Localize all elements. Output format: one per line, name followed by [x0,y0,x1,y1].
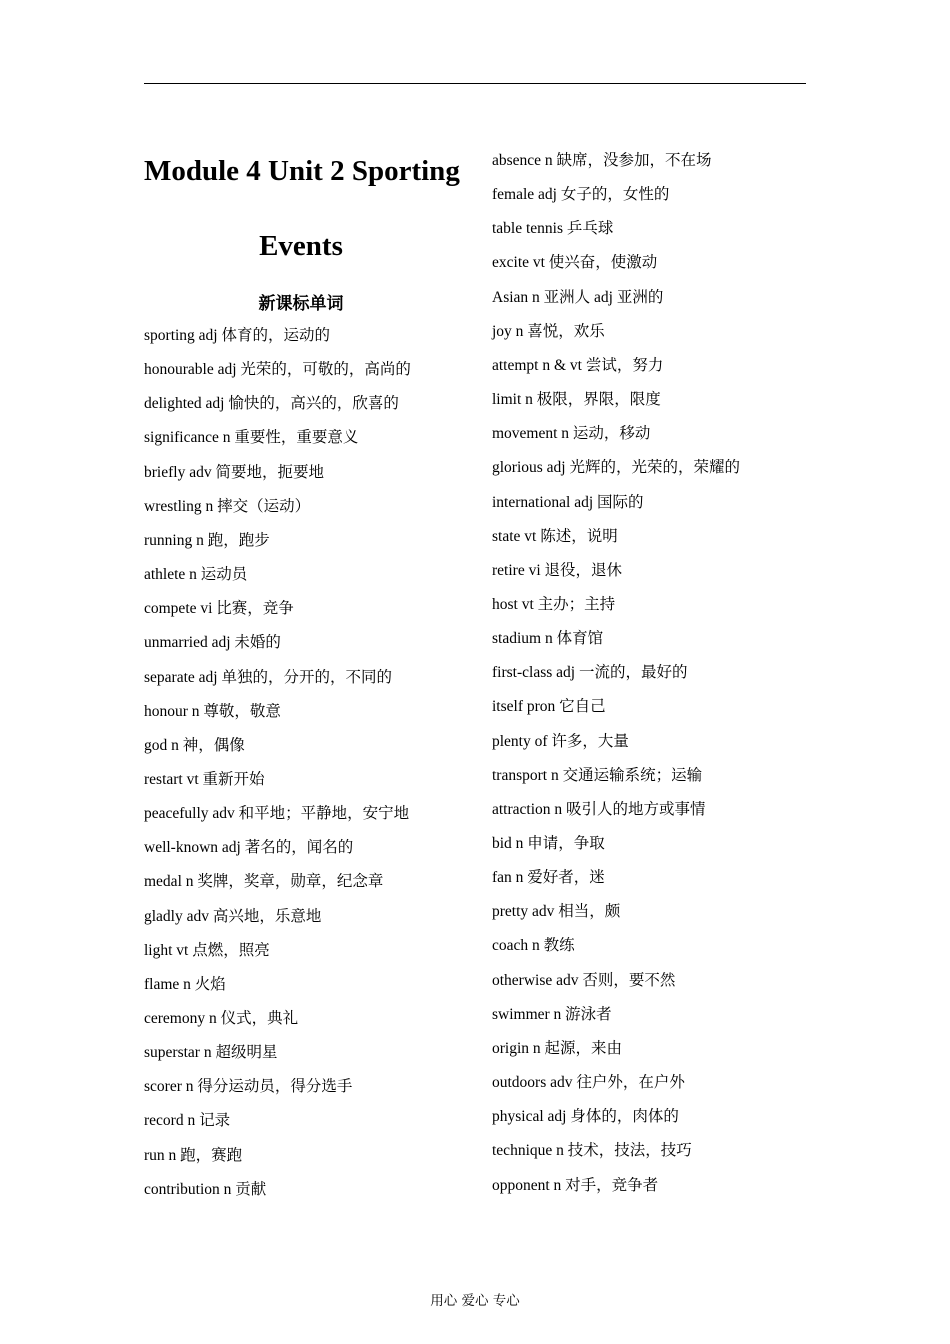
vocab-entry: coach n 教练 [492,937,575,955]
vocab-entry: athlete n 运动员 [144,566,248,584]
vocab-entry: restart vt 重新开始 [144,770,265,788]
page-title-line-1: Module 4 Unit 2 Sporting [144,155,460,187]
vocab-entry: excite vt 使兴奋，使激动 [492,254,658,272]
vocab-entry: honour n 尊敬，敬意 [144,702,281,720]
vocab-entry: retire vi 退役，退休 [492,561,623,579]
vocab-entry: opponent n 对手，竞争者 [492,1176,659,1194]
vocab-entry: fan n 爱好者，迷 [492,869,605,887]
section-subtitle: 新课标单词 [258,294,344,314]
vocab-entry: wrestling n 摔交（运动） [144,497,311,515]
vocab-entry: running n 跑，跑步 [144,531,270,549]
vocab-entry: origin n 起源，来由 [492,1039,623,1057]
vocab-entry: ceremony n 仪式，典礼 [144,1010,299,1027]
vocab-entry: technique n 技术，技法，技巧 [492,1142,692,1160]
vocab-entry: joy n 喜悦，欢乐 [492,322,605,340]
vocab-entry: light vt 点燃，照亮 [144,941,270,959]
vocab-entry: plenty of 许多，大量 [492,732,629,750]
vocab-entry: peacefully adv 和平地；平静地，安宁地 [144,805,410,823]
top-horizontal-rule [144,83,806,84]
vocab-entry: absence n 缺席，没参加，不在场 [492,152,712,169]
vocab-entry: honourable adj 光荣的，可敬的，高尚的 [144,361,411,379]
vocab-entry: stadium n 体育馆 [492,630,604,648]
vocab-entry: female adj 女子的，女性的 [492,186,670,204]
vocab-entry: sporting adj 体育的，运动的 [144,327,330,344]
vocab-entry: separate adj 单独的，分开的，不同的 [144,668,392,686]
vocab-entry: movement n 运动，移动 [492,425,651,443]
vocab-entry: international adj 国际的 [492,493,644,511]
vocab-entry: glorious adj 光辉的，光荣的，荣耀的 [492,459,740,477]
vocab-entry: host vt 主办；主持 [492,595,616,613]
vocab-entry: bid n 申请，争取 [492,835,605,852]
vocab-entry: briefly adv 简要地，扼要地 [144,463,324,481]
vocab-entry: contribution n 贡献 [144,1180,267,1198]
vocab-entry: Asian n 亚洲人 adj 亚洲的 [492,288,664,306]
vocab-entry: swimmer n 游泳者 [492,1005,612,1023]
vocab-entry: scorer n 得分运动员，得分选手 [144,1078,353,1096]
vocab-entry: attempt n & vt 尝试，努力 [492,356,664,374]
vocab-entry: run n 跑，赛跑 [144,1146,243,1164]
vocab-entry: medal n 奖牌，奖章，勋章，纪念章 [144,873,384,891]
vocab-entry: flame n 火焰 [144,975,226,993]
vocab-entry: well-known adj 著名的，闻名的 [144,839,354,857]
vocab-entry: state vt 陈述，说明 [492,527,618,545]
vocab-entry: delighted adj 愉快的，高兴的，欣喜的 [144,395,399,413]
vocab-entry: gladly adv 高兴地，乐意地 [144,907,322,925]
vocab-entry: table tennis 乒乓球 [492,220,614,238]
vocab-entry: record n 记录 [144,1112,231,1130]
vocab-entry: transport n 交通运输系统；运输 [492,766,703,784]
vocab-entry: compete vi 比赛，竞争 [144,600,294,618]
vocab-entry: attraction n 吸引人的地方或事情 [492,800,706,818]
vocab-entry: limit n 极限，界限，限度 [492,391,661,409]
vocab-entry: physical adj 身体的，肉体的 [492,1108,679,1126]
vocab-entry: itself pron 它自己 [492,698,606,716]
vocab-entry: significance n 重要性，重要意义 [144,429,359,447]
vocab-entry: pretty adv 相当，颇 [492,903,621,921]
vocab-entry: superstar n 超级明星 [144,1044,278,1062]
vocab-entry: first-class adj 一流的，最好的 [492,664,688,682]
vocab-entry: unmarried adj 未婚的 [144,634,281,652]
vocab-entry: otherwise adv 否则，要不然 [492,971,676,989]
vocab-entry: god n 神，偶像 [144,736,245,754]
page-footer: 用心 爱心 专心 [430,1293,520,1309]
page-title-line-2: Events [259,230,343,262]
vocab-entry: outdoors adv 往户外，在户外 [492,1074,685,1092]
